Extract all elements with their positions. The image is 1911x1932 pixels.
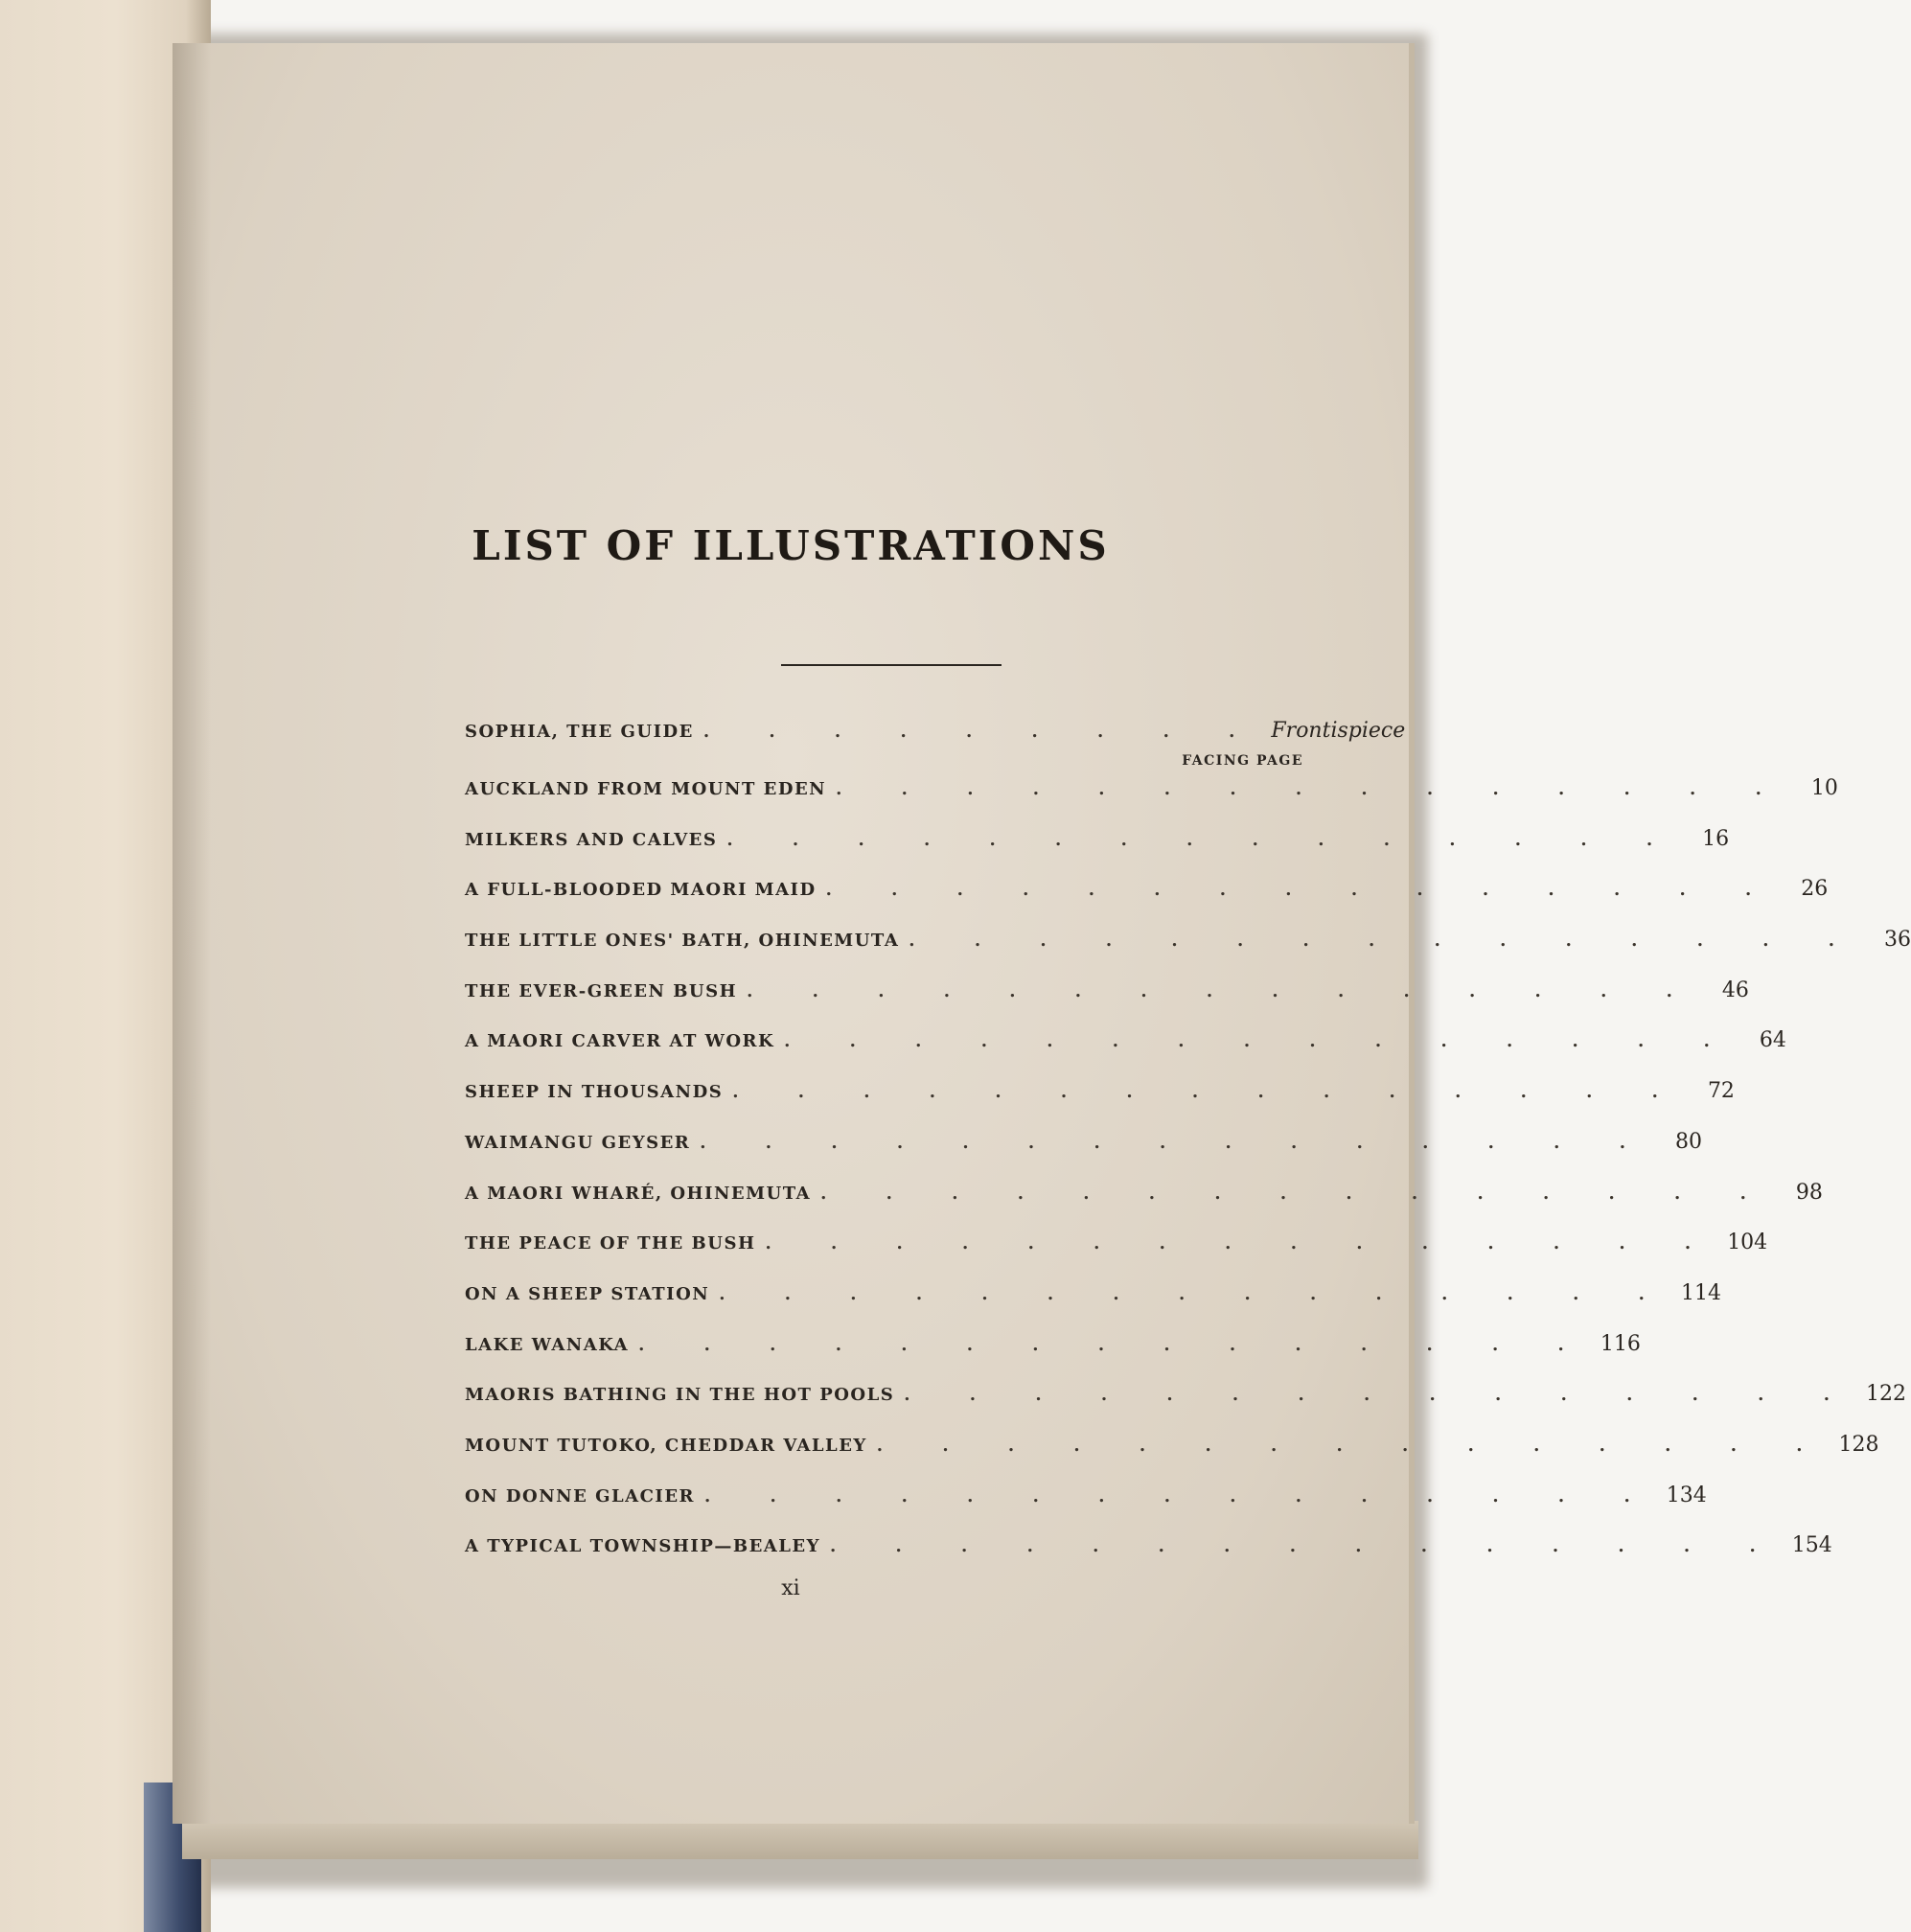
illustration-list xyxy=(465,719,1911,1584)
list-item xyxy=(465,1180,1823,1231)
dot-leader: . . . . . . . . . . . . . . . xyxy=(732,1082,1685,1103)
facing-page-number: 116 xyxy=(1600,1331,1641,1356)
list-item xyxy=(465,1129,1702,1181)
dot-leader: . . . . . . . . . . . . . . . xyxy=(726,829,1680,850)
list-item xyxy=(465,978,1749,1029)
dot-leader: . . . . . . . . . . . . . . . xyxy=(747,980,1699,1001)
list-item xyxy=(465,928,1911,978)
illustration-title: THE PEACE OF THE BUSH xyxy=(465,1233,756,1254)
list-item xyxy=(465,1079,1735,1130)
page-title: LIST OF ILLUSTRATIONS xyxy=(472,522,1110,569)
dot-leader: . . . . . . . . . . . . . . . xyxy=(829,1536,1783,1557)
facing-page-number: 80 xyxy=(1674,1129,1702,1154)
facing-page-number: 128 xyxy=(1838,1432,1879,1457)
page-stack-edge xyxy=(182,1821,1418,1859)
list-item xyxy=(465,826,1730,878)
list-item xyxy=(465,1280,1721,1332)
illustration-title: MOUNT TUTOKO, CHEDDAR VALLEY xyxy=(465,1435,867,1456)
dot-leader: . . . . . . . . . . . . . . . xyxy=(704,1485,1657,1506)
page-gutter-shadow xyxy=(173,43,211,1824)
facing-page-number: 16 xyxy=(1702,826,1730,851)
list-item xyxy=(465,1483,1707,1534)
frontispiece-label: SOPHIA, THE GUIDE xyxy=(465,722,694,742)
illustration-title: A FULL-BLOODED MAORI MAID xyxy=(465,880,817,901)
illustration-title: MAORIS BATHING IN THE HOT POOLS xyxy=(465,1385,895,1406)
facing-page-number: 114 xyxy=(1680,1280,1721,1305)
illustration-title: AUCKLAND FROM MOUNT EDEN xyxy=(465,779,827,799)
facing-page-number: 36 xyxy=(1884,928,1911,953)
facing-page-number: 64 xyxy=(1759,1028,1786,1053)
dot-leader: . . . . . . . . . . . . . . . xyxy=(719,1283,1671,1304)
facing-page-header: FACING PAGE xyxy=(1182,753,1303,769)
dot-leader: . . . . . . . . . xyxy=(702,722,1262,742)
facing-page-number: 10 xyxy=(1810,776,1838,800)
illustration-title: ON DONNE GLACIER xyxy=(465,1485,695,1506)
frontispiece-entry xyxy=(465,719,1406,753)
illustration-title: LAKE WANAKA xyxy=(465,1334,630,1355)
list-item xyxy=(465,1230,1768,1281)
list-item xyxy=(465,1382,1906,1433)
list-item xyxy=(465,1028,1786,1079)
illustration-title: A MAORI CARVER AT WORK xyxy=(465,1031,775,1052)
dot-leader: . . . . . . . . . . . . . . . xyxy=(765,1233,1718,1254)
dot-leader: . . . . . . . . . . . . . . . xyxy=(784,1031,1737,1052)
page-folio: xi xyxy=(781,1576,800,1600)
list-item xyxy=(465,776,1838,827)
dot-leader: . . . . . . . . . . . . . . . xyxy=(820,1183,1773,1204)
frontispiece-marker: Frontispiece xyxy=(1271,719,1406,743)
dot-leader: . . . . . . . . . . . . . . . xyxy=(836,779,1788,799)
illustration-rows xyxy=(465,776,1911,1584)
illustration-title: ON A SHEEP STATION xyxy=(465,1283,710,1304)
list-item xyxy=(465,1432,1879,1484)
facing-page-number: 26 xyxy=(1801,877,1829,902)
illustration-title: THE EVER-GREEN BUSH xyxy=(465,980,738,1001)
facing-page-number: 46 xyxy=(1721,978,1749,1002)
dot-leader: . . . . . . . . . . . . . . . xyxy=(904,1385,1856,1406)
facing-page-number: 98 xyxy=(1795,1180,1823,1205)
illustration-title: SHEEP IN THOUSANDS xyxy=(465,1082,724,1103)
dot-leader: . . . . . . . . . . . . . . . xyxy=(825,880,1779,901)
dot-leader: . . . . . . . . . . . . . . . xyxy=(638,1334,1591,1355)
illustration-title: A TYPICAL TOWNSHIP—BEALEY xyxy=(465,1536,820,1557)
facing-page-number: 72 xyxy=(1707,1079,1735,1104)
list-item xyxy=(465,1331,1641,1383)
facing-page-number: 154 xyxy=(1791,1533,1832,1558)
dot-leader: . . . . . . . . . . . . . . . xyxy=(909,931,1862,952)
dot-leader: . . . . . . . . . . . . . . . xyxy=(700,1132,1652,1153)
illustration-title: WAIMANGU GEYSER xyxy=(465,1132,691,1153)
facing-page-number: 104 xyxy=(1727,1230,1768,1255)
illustration-title: MILKERS AND CALVES xyxy=(465,829,718,850)
illustration-title: A MAORI WHARÉ, OHINEMUTA xyxy=(465,1183,812,1204)
book-page xyxy=(173,43,1911,1824)
dot-leader: . . . . . . . . . . . . . . . xyxy=(876,1435,1830,1456)
facing-page-number: 122 xyxy=(1865,1382,1906,1407)
illustration-title: THE LITTLE ONES' BATH, OHINEMUTA xyxy=(465,931,900,952)
title-rule xyxy=(781,664,1002,666)
facing-page-number: 134 xyxy=(1666,1483,1707,1507)
list-item xyxy=(465,877,1829,928)
